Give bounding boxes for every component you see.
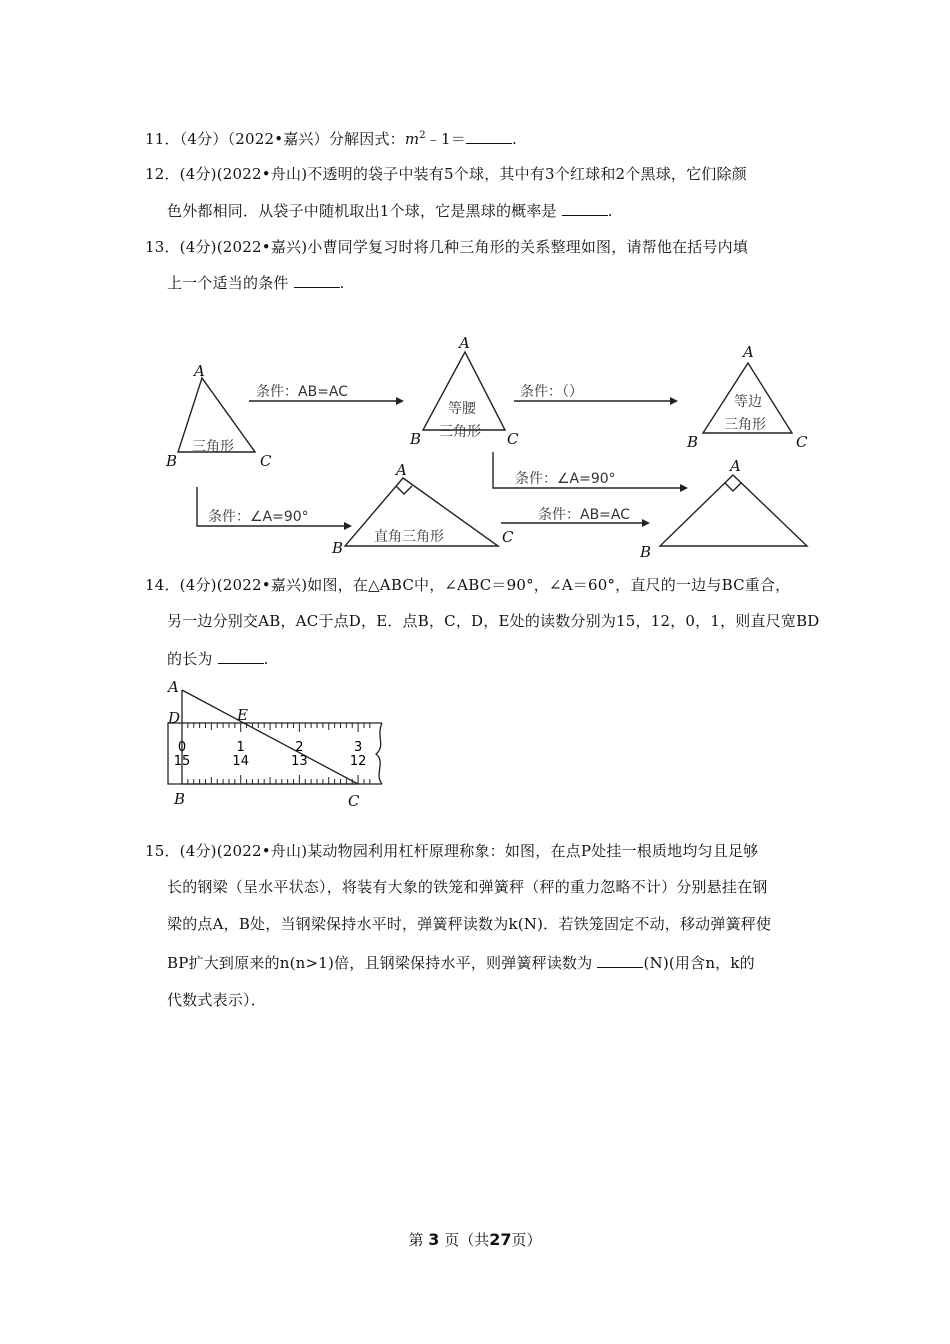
ruler-break <box>376 723 382 784</box>
question-14-line-1: 14．(4分)(2022•嘉兴)如图，在△ABC中，∠ABC＝90°，∠A＝60°，直尺的一边与BC重合， <box>145 576 791 594</box>
ruler-bottom-tick-label: 15 <box>173 754 191 769</box>
ruler-tick-labels <box>174 740 367 769</box>
ruler-top-tick-label: 2 <box>295 740 304 755</box>
ruler-top-tick-label: 1 <box>236 740 245 755</box>
answer-blank[interactable] <box>562 201 608 216</box>
vertex-c-label: C <box>260 452 272 470</box>
page-number: 3 <box>428 1230 440 1249</box>
period: . <box>263 650 269 668</box>
period: . <box>339 274 345 292</box>
math-variable: m <box>404 130 420 148</box>
side-ac <box>182 690 358 784</box>
vertex-b-label: B <box>166 452 178 470</box>
question-11 <box>145 128 517 149</box>
ruler-top-tick-label: 3 <box>353 740 363 755</box>
right-angle-mark <box>725 483 741 491</box>
question-text-tail: ﹣1＝ <box>425 130 467 148</box>
question-text: （4分）（2022•嘉兴）分解因式： <box>179 130 405 148</box>
vertex-b-label: B <box>332 539 344 557</box>
question-text: BP扩大到原来的n(n>1)倍，且钢梁保持水平，则弹簧秤读数为 <box>167 954 593 972</box>
question-text-tail: (N)(用含n，k的 <box>643 954 755 972</box>
vertex-c-label: C <box>507 430 519 448</box>
period: . <box>607 202 613 220</box>
exponent: 2 <box>419 130 426 141</box>
question-15-line-3: 梁的点A，B处，当钢梁保持水平时，弹簧秤读数为k(N)．若铁笼固定不动，移动弹簧秤使 <box>167 915 772 933</box>
vertex-b-label: B <box>640 543 652 561</box>
question-15-line-1: 15．(4分)(2022•舟山)某动物园利用杠杆原理称象：如图，在点P处挂一根质地均匀且足够 <box>145 842 759 860</box>
answer-blank[interactable] <box>597 953 643 968</box>
vertex-a-label: A <box>743 343 754 361</box>
vertex-a-label: A <box>396 461 407 479</box>
answer-blank[interactable] <box>466 129 512 144</box>
ruler-top-tick-label: 0 <box>177 740 187 755</box>
point-e-label: E <box>237 706 248 724</box>
footer-middle: 页（共 <box>444 1231 490 1249</box>
condition-3: 条件：∠A=90° <box>208 509 309 525</box>
question-12-line-2 <box>167 200 613 221</box>
isosceles-label-1: 等腰 <box>448 401 476 417</box>
page-footer <box>0 1229 950 1250</box>
isosceles-triangle <box>423 352 505 430</box>
question-text: 的长为 <box>167 650 213 668</box>
condition-4: 条件：∠A=90° <box>515 471 616 487</box>
point-d-label: D <box>168 709 181 727</box>
ruler-bottom-tick-label: 13 <box>291 754 308 769</box>
condition-2: 条件：（） <box>520 384 583 400</box>
period: . <box>512 130 517 148</box>
vertex-b-label: B <box>687 433 699 451</box>
point-a-label: A <box>168 678 179 696</box>
question-14-line-2: 另一边分别交AB，AC于点D，E．点B，C，D，E处的读数分别为15，12，0，1，则直尺宽BD <box>167 612 820 630</box>
question-12-line-1: 12．(4分)(2022•舟山)不透明的袋子中装有5个球，其中有3个红球和2个黑球，它们除颜 <box>145 165 747 183</box>
question-13-line-1: 13．(4分)(2022•嘉兴)小曹同学复习时将几种三角形的关系整理如图，请帮他在括号内填 <box>145 238 749 256</box>
condition-1: 条件：AB=AC <box>256 384 349 400</box>
isosceles-label-2: 三角形 <box>439 424 481 440</box>
question-number: 11． <box>145 130 180 148</box>
question-13-line-2 <box>167 272 345 293</box>
point-b-label: B <box>174 790 186 808</box>
question-15-line-2: 长的钢梁（呈水平状态），将装有大象的铁笼和弹簧秤（秤的重力忽略不计）分别悬挂在钢 <box>167 878 768 896</box>
vertex-c-label: C <box>502 528 514 546</box>
right-angle-mark <box>396 486 412 494</box>
triangle-label: 三角形 <box>192 439 234 455</box>
point-c-label: C <box>348 792 360 810</box>
right-triangle-label: 直角三角形 <box>374 529 444 545</box>
total-pages: 27 <box>489 1230 512 1249</box>
footer-suffix: 页） <box>511 1231 542 1249</box>
question-15-line-4 <box>167 952 755 973</box>
question-14-line-3 <box>167 648 269 669</box>
condition-5: 条件：AB=AC <box>538 507 631 523</box>
vertex-a-label: A <box>459 334 470 352</box>
question-text: 色外都相同．从袋子中随机取出1个球，它是黑球的概率是 <box>167 202 557 220</box>
vertex-b-label: B <box>410 430 422 448</box>
footer-prefix: 第 <box>408 1231 424 1249</box>
equilateral-label-1: 等边 <box>734 394 762 410</box>
vertex-a-label: A <box>730 457 741 475</box>
ruler-bottom-tick-label: 12 <box>349 754 367 769</box>
triangle-relation-diagram <box>160 330 820 565</box>
vertex-c-label: C <box>796 433 808 451</box>
ruler-bottom-tick-label: 14 <box>232 754 249 769</box>
question-text: 上一个适当的条件 <box>167 274 289 292</box>
question-15-line-5: 代数式表示）． <box>167 991 266 1009</box>
answer-blank[interactable] <box>218 649 264 664</box>
answer-blank[interactable] <box>294 273 340 288</box>
vertex-a-label: A <box>194 362 205 380</box>
equilateral-label-2: 三角形 <box>724 417 766 433</box>
ruler-triangle-diagram <box>160 676 390 811</box>
